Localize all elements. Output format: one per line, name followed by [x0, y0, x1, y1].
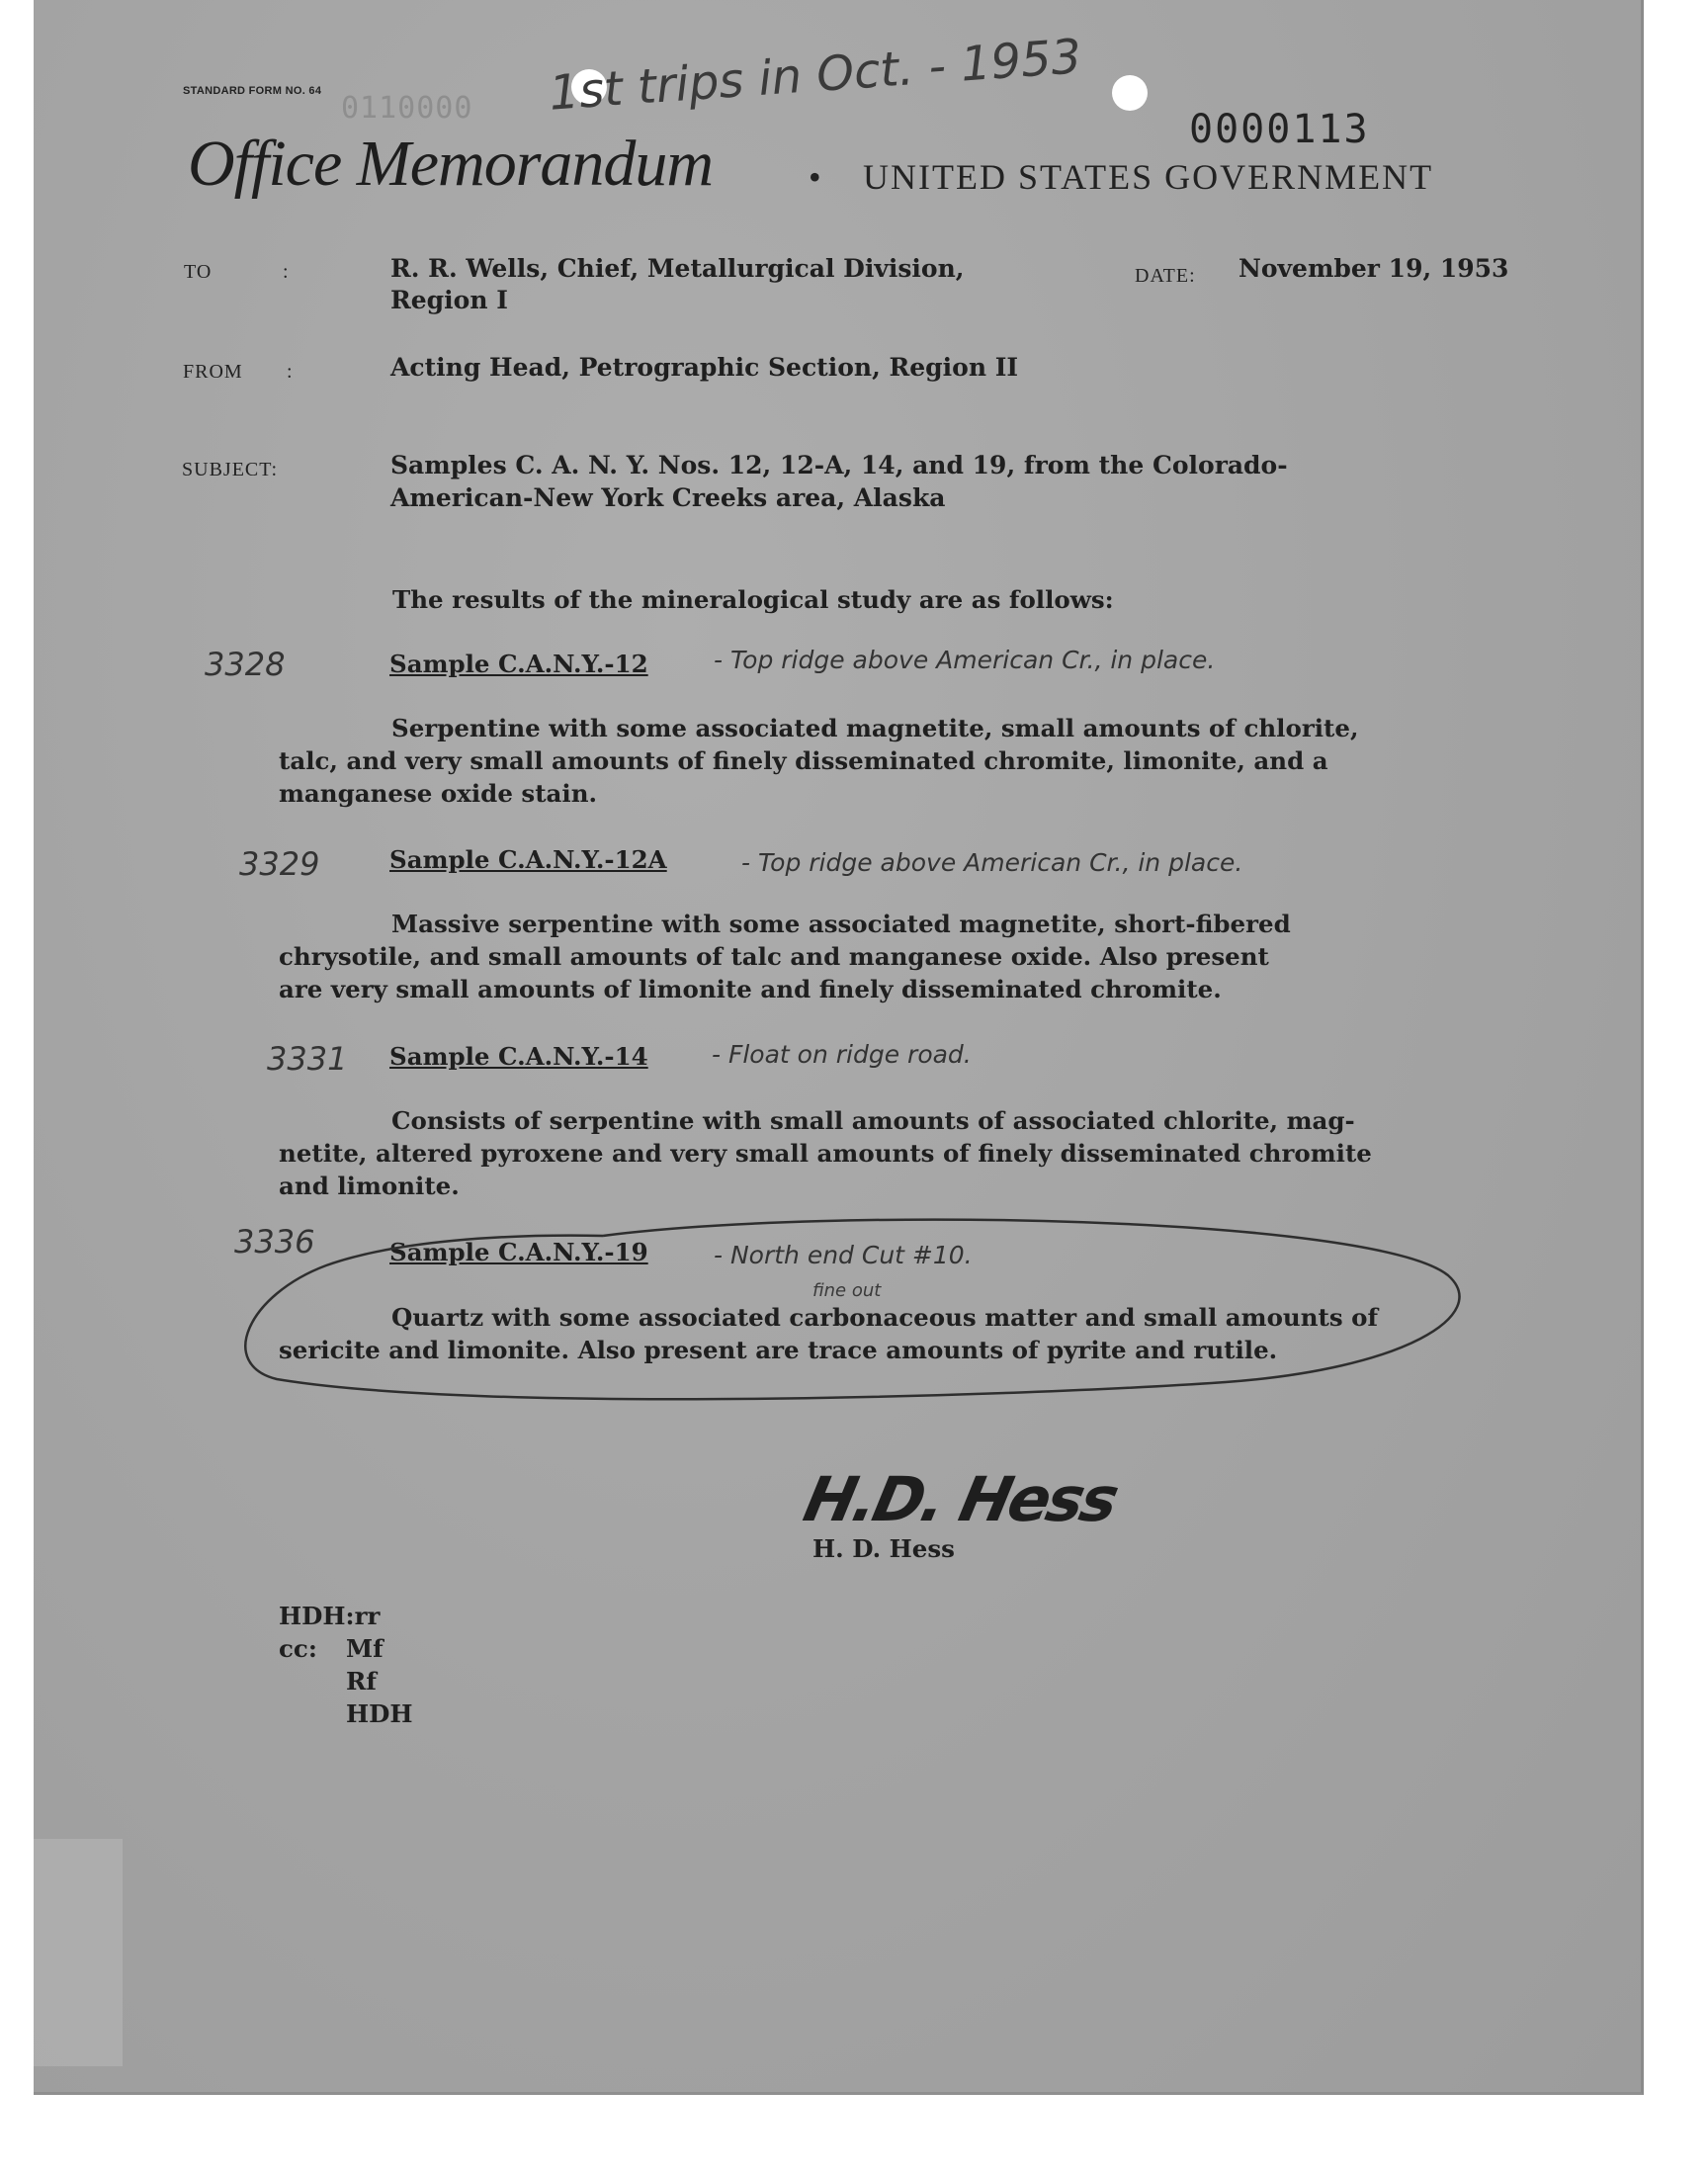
sample-description-line: sericite and limonite. Also present are trace amounts of pyrite and rutile. [279, 1336, 1278, 1364]
sample-description-line: netite, altered pyroxene and very small amounts of finely disseminated chromite [279, 1139, 1372, 1168]
sample-heading: Sample C.A.N.Y.-14 [389, 1042, 648, 1071]
signature-script: H.D. Hess [798, 1463, 1123, 1535]
intro-text: The results of the mineralogical study are as follows: [392, 585, 1114, 614]
ghost-number: 0110000 [341, 91, 473, 126]
date-value: November 19, 1953 [1238, 254, 1509, 283]
sample-description-line: chrysotile, and small amounts of talc and manganese oxide. Also present [279, 942, 1269, 971]
sample-description-line: manganese oxide stain. [279, 779, 598, 808]
date-label: DATE: [1135, 265, 1196, 287]
subject-label: SUBJECT: [182, 459, 279, 480]
sample-heading: Sample C.A.N.Y.-12A [389, 845, 667, 874]
sample-heading: Sample C.A.N.Y.-19 [389, 1238, 648, 1266]
sample-description-line: and limonite. [279, 1172, 460, 1200]
cc-label: cc: [279, 1634, 317, 1663]
sample-location-note: - North end Cut #10. [714, 1241, 973, 1269]
document-number: 0000113 [1189, 107, 1370, 152]
sample-description-line: talc, and very small amounts of finely disseminated chromite, limonite, and a [279, 746, 1328, 775]
sample-description-line: Serpentine with some associated magnetite, small amounts of chlorite, [391, 714, 1359, 742]
sample-location-note: - Float on ridge road. [712, 1040, 972, 1069]
sample-number: 3329 [239, 845, 320, 883]
handwritten-top-note: 1st trips in Oct. - 1953 [547, 29, 1083, 122]
to-line-1: R. R. Wells, Chief, Metallurgical Division, [390, 254, 965, 283]
form-number: STANDARD FORM NO. 64 [183, 85, 322, 97]
sample-number: 3328 [205, 646, 286, 683]
cc-recipient: Rf [346, 1667, 377, 1696]
memo-title-script: Office Memorandum [188, 128, 714, 200]
sample-location-note: - Top ridge above American Cr., in place. [714, 646, 1216, 674]
handdrawn-circle [237, 1206, 1483, 1424]
to-label: TO [184, 261, 213, 283]
sample-number: 3336 [234, 1223, 315, 1261]
initials: HDH:rr [279, 1602, 381, 1630]
subject-line-1: Samples C. A. N. Y. Nos. 12, 12-A, 14, and 19, from the Colorado- [390, 451, 1288, 479]
signature-name: H. D. Hess [812, 1534, 955, 1563]
cc-recipient: Mf [346, 1634, 384, 1663]
subject-line-2: American-New York Creeks area, Alaska [390, 483, 946, 512]
sample-description-line: Consists of serpentine with small amounts of associated chlorite, mag- [391, 1106, 1355, 1135]
cc-recipient: HDH [346, 1699, 413, 1728]
punch-hole-right [1112, 75, 1148, 111]
sample-number: 3331 [267, 1040, 348, 1078]
sample-heading: Sample C.A.N.Y.-12 [389, 650, 648, 678]
sample-location-note-2: fine out [812, 1280, 882, 1301]
memo-title-government: UNITED STATES GOVERNMENT [863, 157, 1434, 197]
paper-curl [34, 1839, 123, 2066]
from-label: FROM [183, 361, 243, 383]
to-line-2: Region I [390, 286, 508, 314]
title-bullet: • [809, 157, 823, 197]
from-value: Acting Head, Petrographic Section, Region II [390, 353, 1019, 382]
from-colon: : [287, 361, 294, 383]
sample-description-line: Quartz with some associated carbonaceous matter and small amounts of [391, 1303, 1379, 1332]
to-colon: : [283, 261, 290, 283]
sample-description-line: Massive serpentine with some associated magnetite, short-fibered [391, 910, 1291, 938]
sample-location-note: - Top ridge above American Cr., in place. [741, 848, 1243, 877]
sample-description-line: are very small amounts of limonite and finely disseminated chromite. [279, 975, 1222, 1003]
